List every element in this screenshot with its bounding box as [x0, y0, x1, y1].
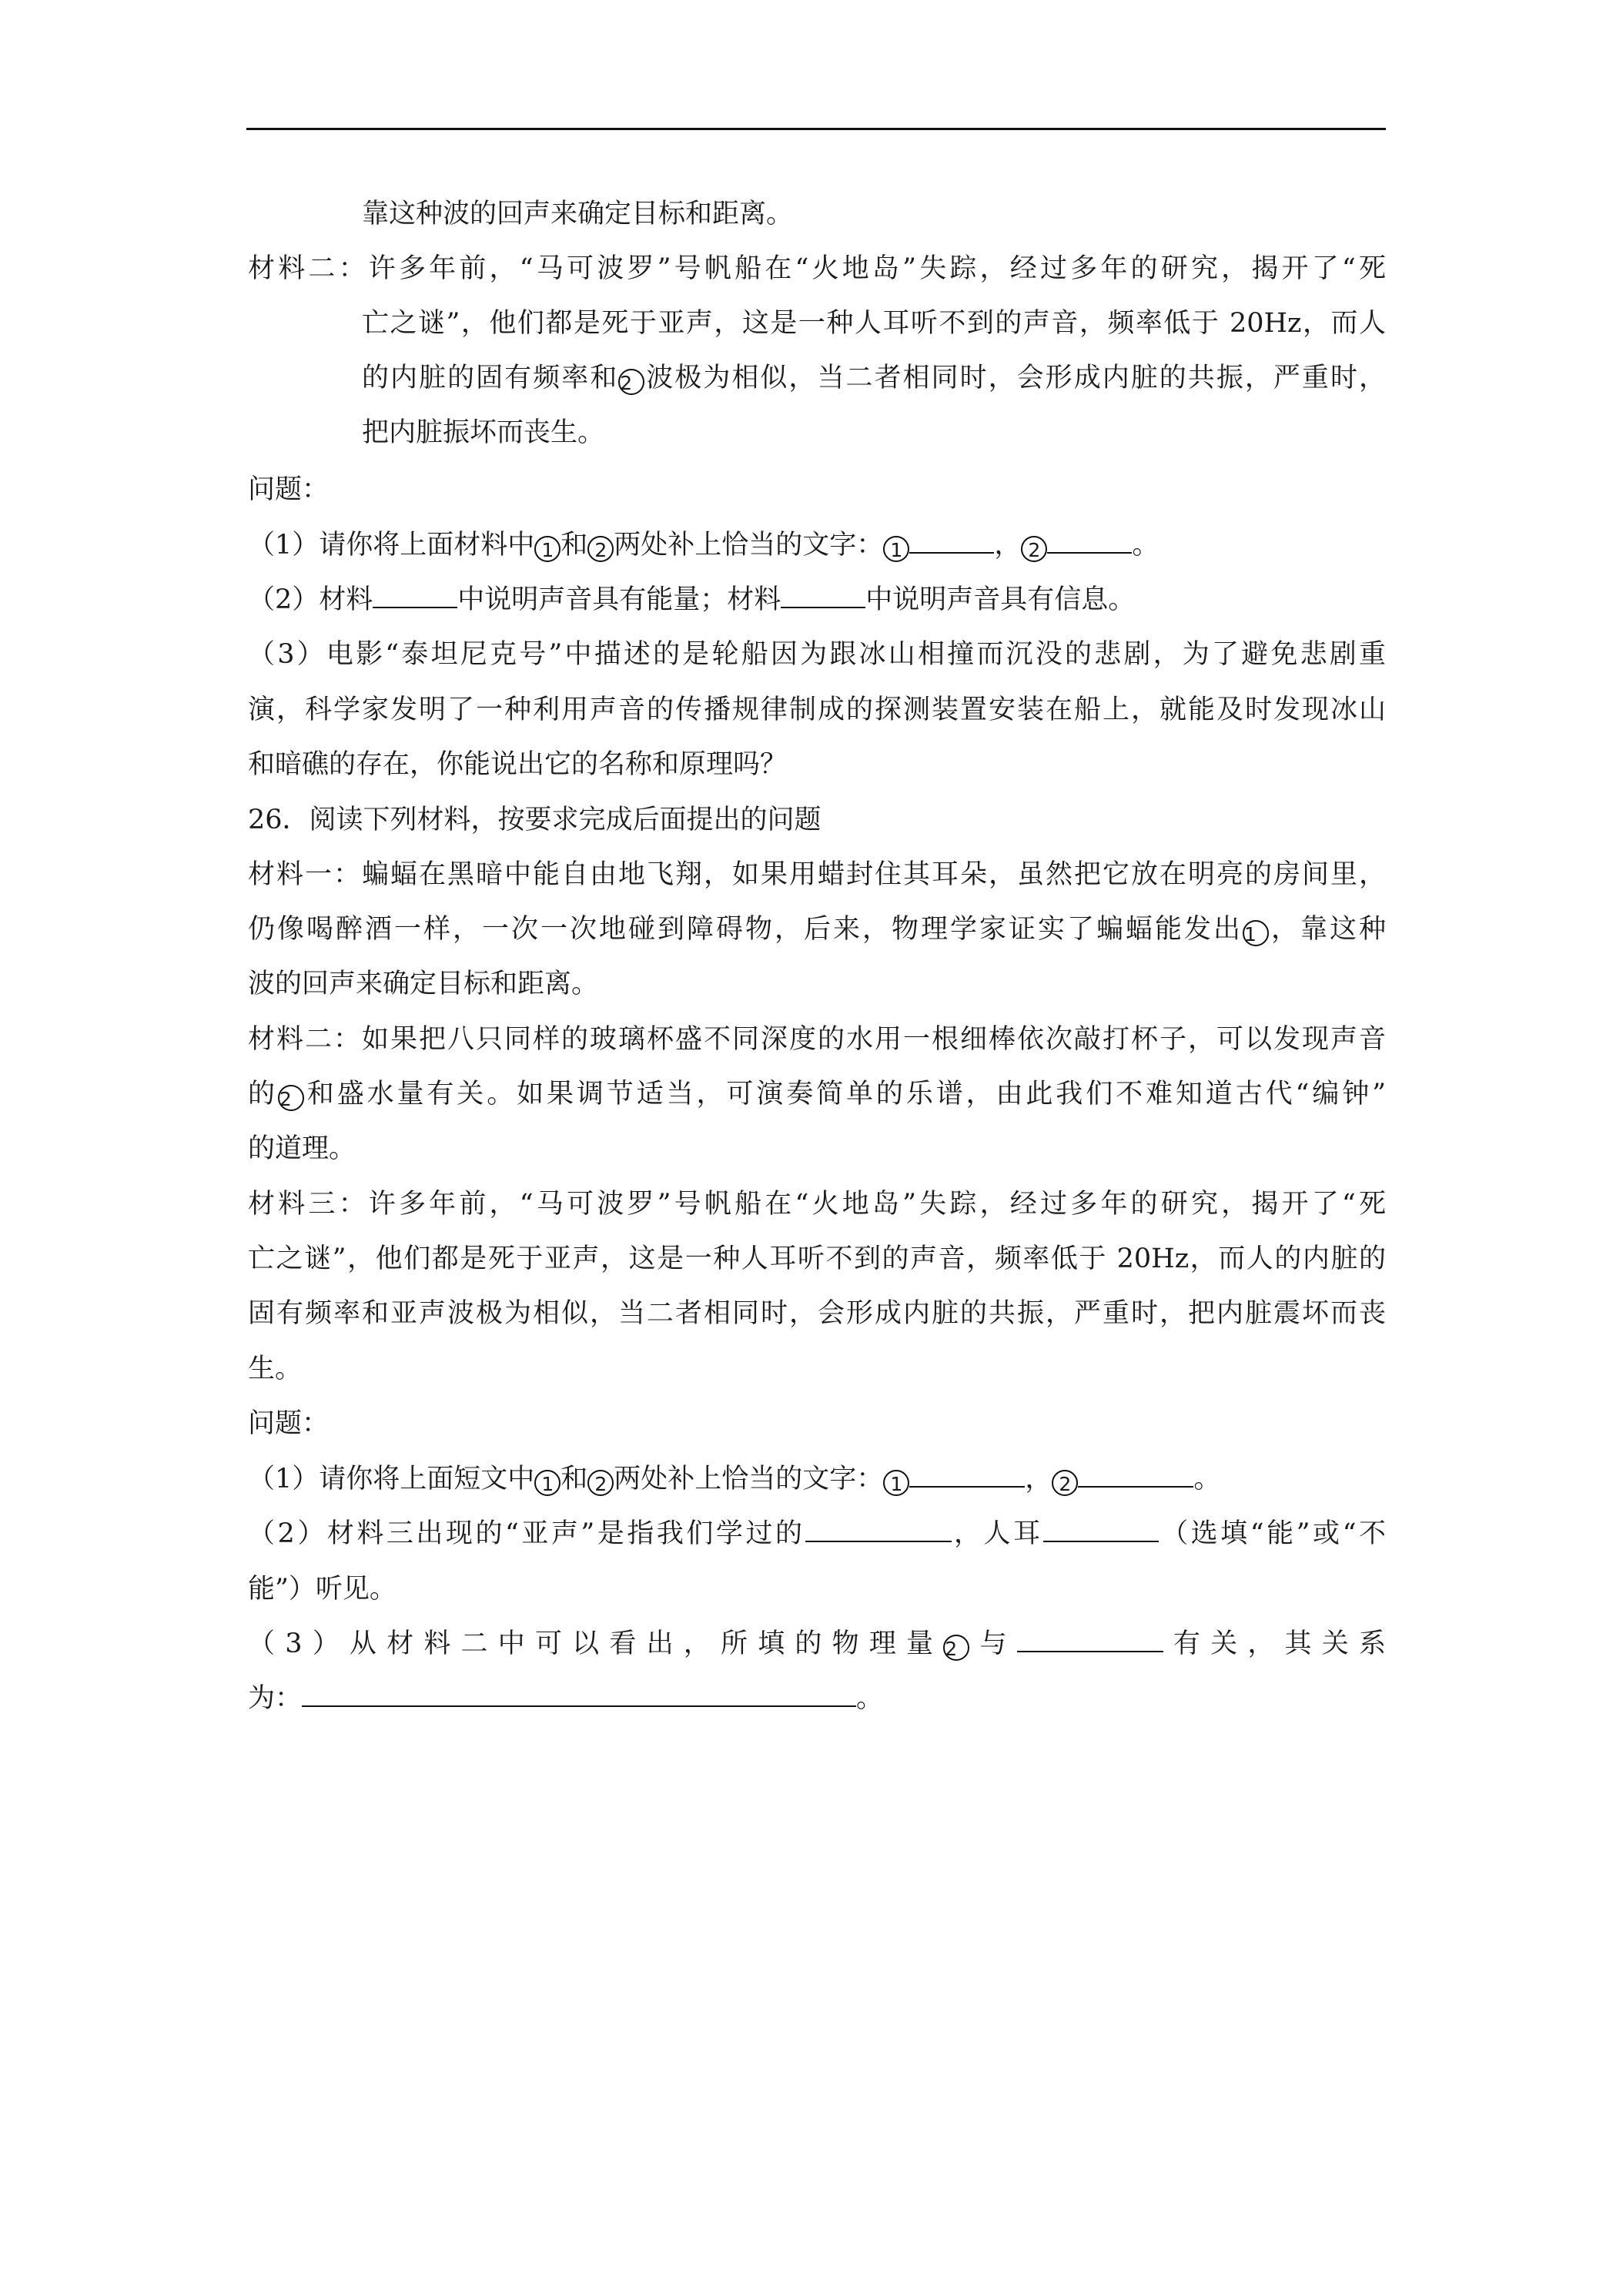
answer-blank[interactable]	[1017, 1628, 1163, 1652]
text-line: 的2 和盛水量有关。如果调节适当，可演奏简单的乐谱，由此我们不难知道古代“编钟”	[248, 1079, 1386, 1110]
section-label: 问题：	[248, 474, 330, 505]
question-1: （1）请你将上面材料中 1 和 2 两处补上恰当的文字： 1 ， 2 。	[248, 530, 1160, 561]
circled-number-1: 1	[1243, 920, 1269, 946]
answer-blank[interactable]	[909, 1463, 1025, 1488]
text-line: 波的回声来确定目标和距离。	[248, 969, 599, 999]
question-1: （1）请你将上面短文中 1 和 2 两处补上恰当的文字： 1 ， 2 。	[248, 1464, 1221, 1495]
circled-number-2: 2	[278, 1085, 304, 1111]
text-line: 靠这种波的回声来确定目标和距离。	[362, 199, 794, 229]
text-line: 材料一：蝙蝠在黑暗中能自由地飞翔，如果用蜡封住其耳朵，虽然把它放在明亮的房间里，	[248, 859, 1386, 890]
text-line: 亡之谜”，他们都是死于亚声，这是一种人耳听不到的声音，频率低于 20Hz，而人	[362, 308, 1386, 339]
circled-number-2: 2	[587, 1470, 614, 1496]
text-line: 材料二：许多年前，“马可波罗”号帆船在“火地岛”失踪，经过多年的研究，揭开了“死	[248, 253, 1386, 284]
question-3: （3）从材料二中可以看出，所填的物理量2 与 有关，其关系	[248, 1628, 1386, 1660]
circled-number-1: 1	[534, 1470, 561, 1496]
question-2: （2）材料三出现的“亚声”是指我们学过的 ，人耳 （选填“能”或“不	[248, 1518, 1386, 1549]
text-line: 仍像喝醉酒一样，一次一次地碰到障碍物，后来，物理学家证实了蝙蝠能发出1 ，靠这种	[248, 914, 1386, 946]
circled-number-1: 1	[883, 536, 909, 562]
text-line: 的道理。	[248, 1133, 356, 1164]
question-2: （2）材料 中说明声音具有能量；材料 中说明声音具有信息。	[248, 584, 1136, 615]
circled-number-2: 2	[1052, 1470, 1078, 1496]
answer-blank[interactable]	[909, 529, 994, 554]
text-line: 固有频率和亚声波极为相似，当二者相同时，会形成内脏的共振，严重时，把内脏震坏而丧	[248, 1298, 1386, 1329]
answer-blank[interactable]	[781, 584, 865, 608]
circled-number-2: 2	[587, 536, 614, 562]
text-line: 能”）听见。	[248, 1574, 397, 1605]
header-rule	[246, 128, 1386, 130]
circled-number-2: 2	[618, 369, 644, 395]
problem-26-title: 26．阅读下列材料，按要求完成后面提出的问题	[248, 805, 822, 835]
circled-number-2: 2	[943, 1635, 969, 1661]
text-line: 为： 。	[248, 1683, 884, 1714]
text-line: 生。	[248, 1354, 303, 1384]
circled-number-1: 1	[883, 1470, 909, 1496]
circled-number-1: 1	[534, 536, 561, 562]
answer-blank[interactable]	[1043, 1518, 1159, 1542]
text-line: 的内脏的固有频率和2 波极为相似，当二者相同时，会形成内脏的共振，严重时，	[362, 363, 1386, 394]
text-line: 把内脏振坏而丧生。	[362, 417, 605, 448]
answer-blank[interactable]	[805, 1518, 952, 1542]
text-line: 材料二：如果把八只同样的玻璃杯盛不同深度的水用一根细棒依次敲打杯子，可以发现声音	[248, 1024, 1386, 1055]
text-line: 和暗礁的存在，你能说出它的名称和原理吗？	[248, 749, 788, 780]
answer-blank[interactable]	[1078, 1463, 1193, 1488]
question-3: （3）电影“泰坦尼克号”中描述的是轮船因为跟冰山相撞而沉没的悲剧，为了避免悲剧重	[248, 639, 1386, 670]
text-line: 演，科学家发明了一种利用声音的传播规律制成的探测装置安装在船上，就能及时发现冰山	[248, 694, 1386, 725]
section-label: 问题：	[248, 1408, 330, 1439]
answer-blank[interactable]	[373, 584, 457, 608]
text-line: 材料三：许多年前，“马可波罗”号帆船在“火地岛”失踪，经过多年的研究，揭开了“死	[248, 1189, 1386, 1220]
circled-number-2: 2	[1021, 536, 1047, 562]
text-line: 亡之谜”，他们都是死于亚声，这是一种人耳听不到的声音，频率低于 20Hz，而人的内脏的	[248, 1243, 1386, 1274]
answer-blank[interactable]	[1047, 529, 1132, 554]
answer-blank[interactable]	[302, 1682, 856, 1707]
